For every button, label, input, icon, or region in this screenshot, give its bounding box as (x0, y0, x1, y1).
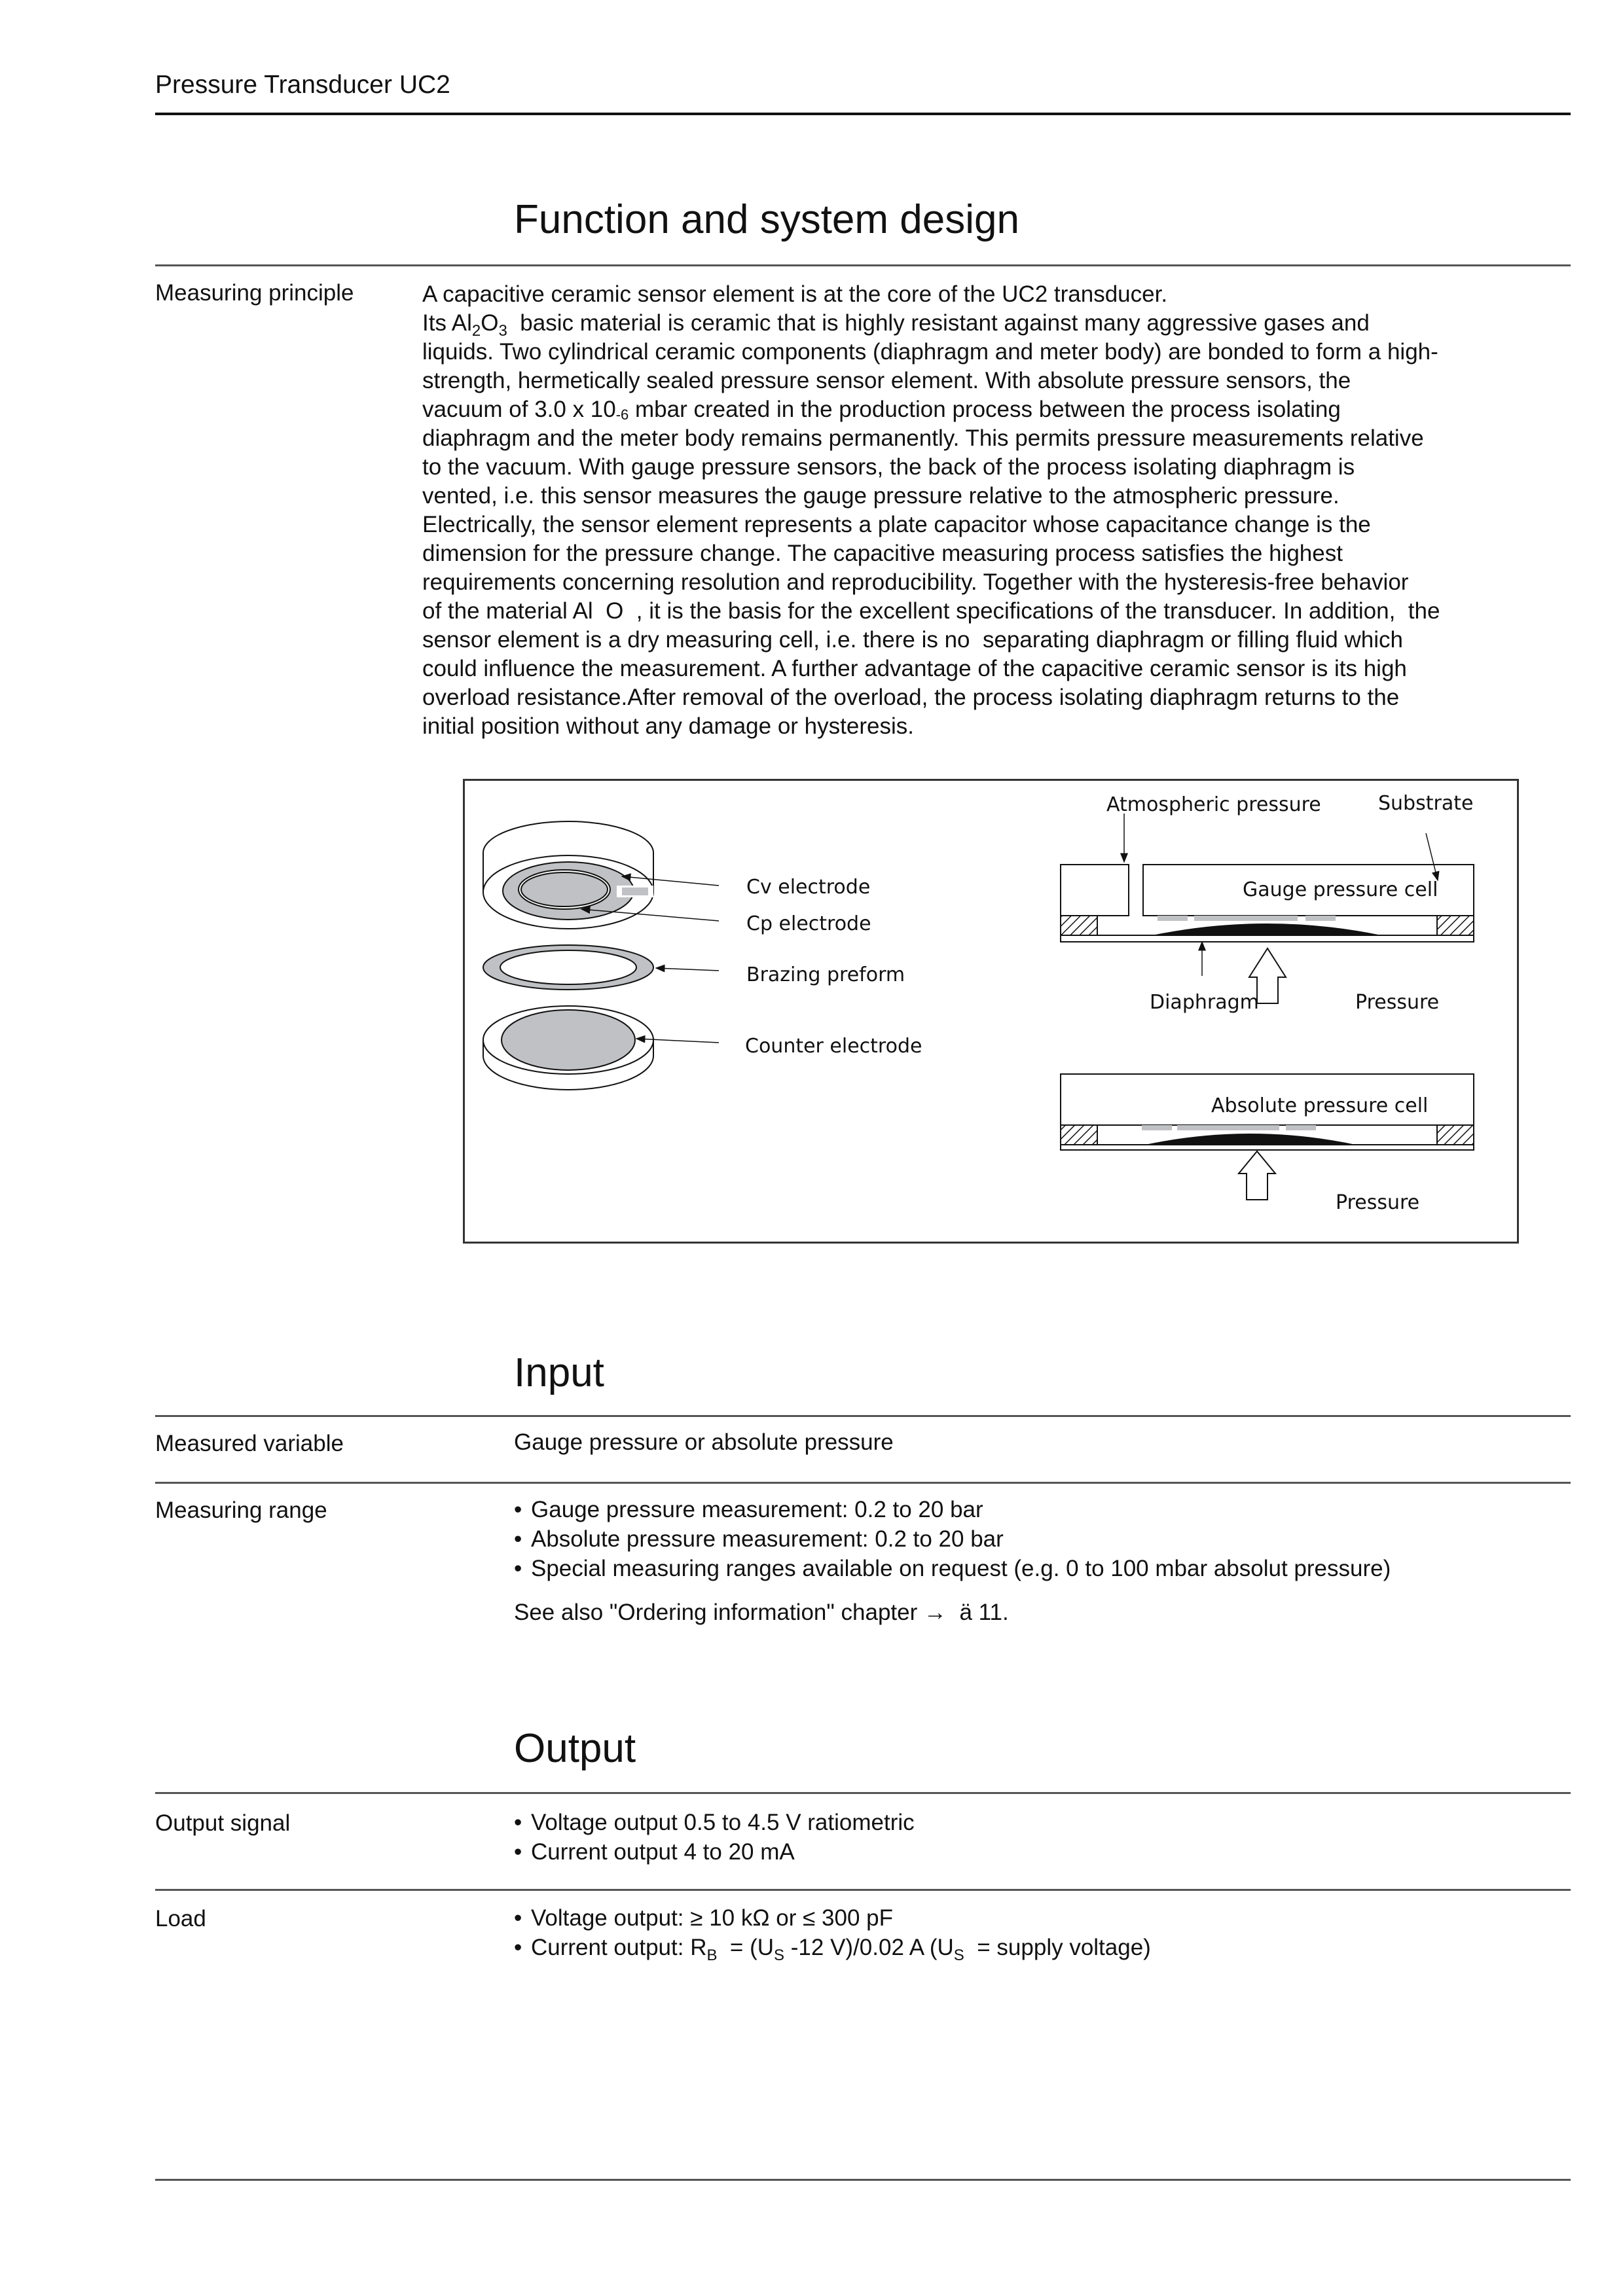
text-line: requirements concerning resolution and reproducibility. Together with the hysteresis-free behavior (422, 569, 1409, 595)
bullet-icon: • (514, 1839, 522, 1865)
section-rule (155, 1792, 1571, 1794)
text-line: dimension for the pressure change. The capacitive measuring process satisfies the highest (422, 541, 1343, 566)
text-span: Its Al (422, 310, 472, 336)
text-line: Electrically, the sensor element represents a plate capacitor whose capacitance change is the (422, 512, 1371, 537)
footer-rule (155, 2179, 1571, 2181)
section-rule (155, 264, 1571, 266)
value-measured-variable: Gauge pressure or absolute pressure (514, 1429, 894, 1455)
brazing-preform-ring (483, 945, 653, 990)
list-item-text: Voltage output 0.5 to 4.5 V ratiometric (531, 1810, 915, 1835)
list-item (514, 1554, 1391, 1583)
text-span: = (U (717, 1935, 775, 1960)
subscript: B (706, 1946, 718, 1964)
text-span: -12 V)/0.02 A (U (784, 1935, 954, 1960)
text-span: basic material is ceramic that is highly resistant against many aggressive gases and (507, 310, 1370, 336)
label-load: Load (155, 1906, 206, 1931)
bullet-icon: • (514, 1935, 522, 1960)
label-measured-variable: Measured variable (155, 1431, 344, 1456)
text-line: liquids. Two cylindrical ceramic components (diaphragm and meter body) are bonded to form a high- (422, 339, 1438, 365)
output-signal-list (514, 1808, 915, 1867)
list-item (514, 1808, 915, 1837)
pressure-arrow-bottom (1239, 1151, 1275, 1200)
text-line: to the vacuum. With gauge pressure sensors, the back of the process isolating diaphragm is (422, 454, 1355, 480)
text-line: overload resistance.After removal of the overload, the process isolating diaphragm returns to the (422, 685, 1400, 710)
label-measuring-principle: Measuring principle (155, 280, 354, 306)
sensor-diagram-svg (465, 781, 1517, 1242)
list-item-text: Special measuring ranges available on request (e.g. 0 to 100 mbar absolut pressure) (531, 1556, 1391, 1581)
text-line: of the material Al O , it is the basis for the excellent specifications of the transducer. In addition, the (422, 598, 1440, 624)
label-output-signal: Output signal (155, 1810, 291, 1836)
text-line (422, 309, 1575, 338)
label-pressure-top: Pressure (1355, 991, 1440, 1014)
section-rule (155, 1415, 1571, 1417)
bullet-icon: • (514, 1526, 522, 1552)
bullet-icon: • (514, 1556, 522, 1581)
list-item-text (531, 1933, 1151, 1962)
bullet-icon: • (514, 1810, 522, 1835)
label-substrate: Substrate (1378, 792, 1474, 815)
section-title-function: Function and system design (514, 197, 1019, 242)
text-span: O (481, 310, 499, 336)
list-item (514, 1495, 1391, 1524)
text-line: A capacitive ceramic sensor element is at the core of the UC2 transducer. (422, 281, 1168, 307)
label-pressure-bottom: Pressure (1336, 1191, 1420, 1214)
cp-electrode-shape (521, 872, 608, 906)
running-header: Pressure Transducer UC2 (155, 71, 450, 99)
list-item-text: Current output 4 to 20 mA (531, 1839, 795, 1865)
list-item (514, 1524, 1391, 1554)
load-list (514, 1903, 1151, 1962)
text-line: sensor element is a dry measuring cell, i.e. there is no separating diaphragm or filling fluid which (422, 627, 1403, 653)
label-absolute-pressure-cell: Absolute pressure cell (1211, 1094, 1429, 1117)
label-cp-electrode: Cp electrode (746, 912, 871, 935)
text-span: mbar created in the production process between the process isolating (629, 397, 1341, 422)
subscript: 2 (471, 322, 481, 340)
list-item (514, 1903, 1151, 1933)
list-item (514, 1933, 1151, 1962)
text-line: could influence the measurement. A further advantage of the capacitive ceramic sensor is its high (422, 656, 1407, 681)
section-title-input: Input (514, 1350, 604, 1395)
subscript: S (953, 1946, 964, 1964)
label-gauge-pressure-cell: Gauge pressure cell (1243, 878, 1438, 901)
text-line: initial position without any damage or hysteresis. (422, 713, 914, 739)
exponent: -6 (615, 406, 629, 423)
label-measuring-range: Measuring range (155, 1498, 327, 1523)
counter-electrode-disk (483, 1006, 653, 1090)
subscript: S (774, 1946, 785, 1964)
list-item-text: Gauge pressure measurement: 0.2 to 20 bar (531, 1497, 983, 1522)
bullet-icon: • (514, 1905, 522, 1931)
measuring-range-list (514, 1495, 1391, 1627)
sensor-diagram (463, 779, 1519, 1244)
subscript: 3 (498, 322, 507, 340)
label-brazing-preform: Brazing preform (746, 963, 905, 986)
text-line: vented, i.e. this sensor measures the gauge pressure relative to the atmospheric pressure. (422, 483, 1340, 509)
row-rule (155, 1889, 1571, 1891)
gauge-pressure-cell (1061, 865, 1474, 942)
label-cv-electrode: Cv electrode (746, 876, 871, 899)
text-span: = supply voltage) (964, 1935, 1151, 1960)
label-atmospheric-pressure: Atmospheric pressure (1106, 793, 1321, 816)
measuring-principle-text (422, 280, 1575, 741)
label-diaphragm: Diaphragm (1150, 991, 1259, 1014)
text-line: strength, hermetically sealed pressure sensor element. With absolute pressure sensors, the (422, 368, 1351, 393)
section-title-output: Output (514, 1726, 636, 1771)
label-counter-electrode: Counter electrode (745, 1035, 922, 1058)
text-span: Current output: R (531, 1935, 707, 1960)
header-rule (155, 113, 1571, 115)
text-line: diaphragm and the meter body remains permanently. This permits pressure measurements relative (422, 425, 1424, 451)
row-rule (155, 1482, 1571, 1484)
list-item (514, 1837, 915, 1867)
meter-body-cylinder (483, 821, 655, 929)
list-item-text: Absolute pressure measurement: 0.2 to 20 bar (531, 1526, 1004, 1552)
bullet-icon: • (514, 1497, 522, 1522)
cross-reference-link[interactable]: See also "Ordering information" chapter → ä 11. (514, 1600, 1009, 1625)
text-line (422, 395, 1575, 424)
list-item-text: Voltage output: ≥ 10 kΩ or ≤ 300 pF (531, 1905, 893, 1931)
text-span: vacuum of 3.0 x 10 (422, 397, 616, 422)
